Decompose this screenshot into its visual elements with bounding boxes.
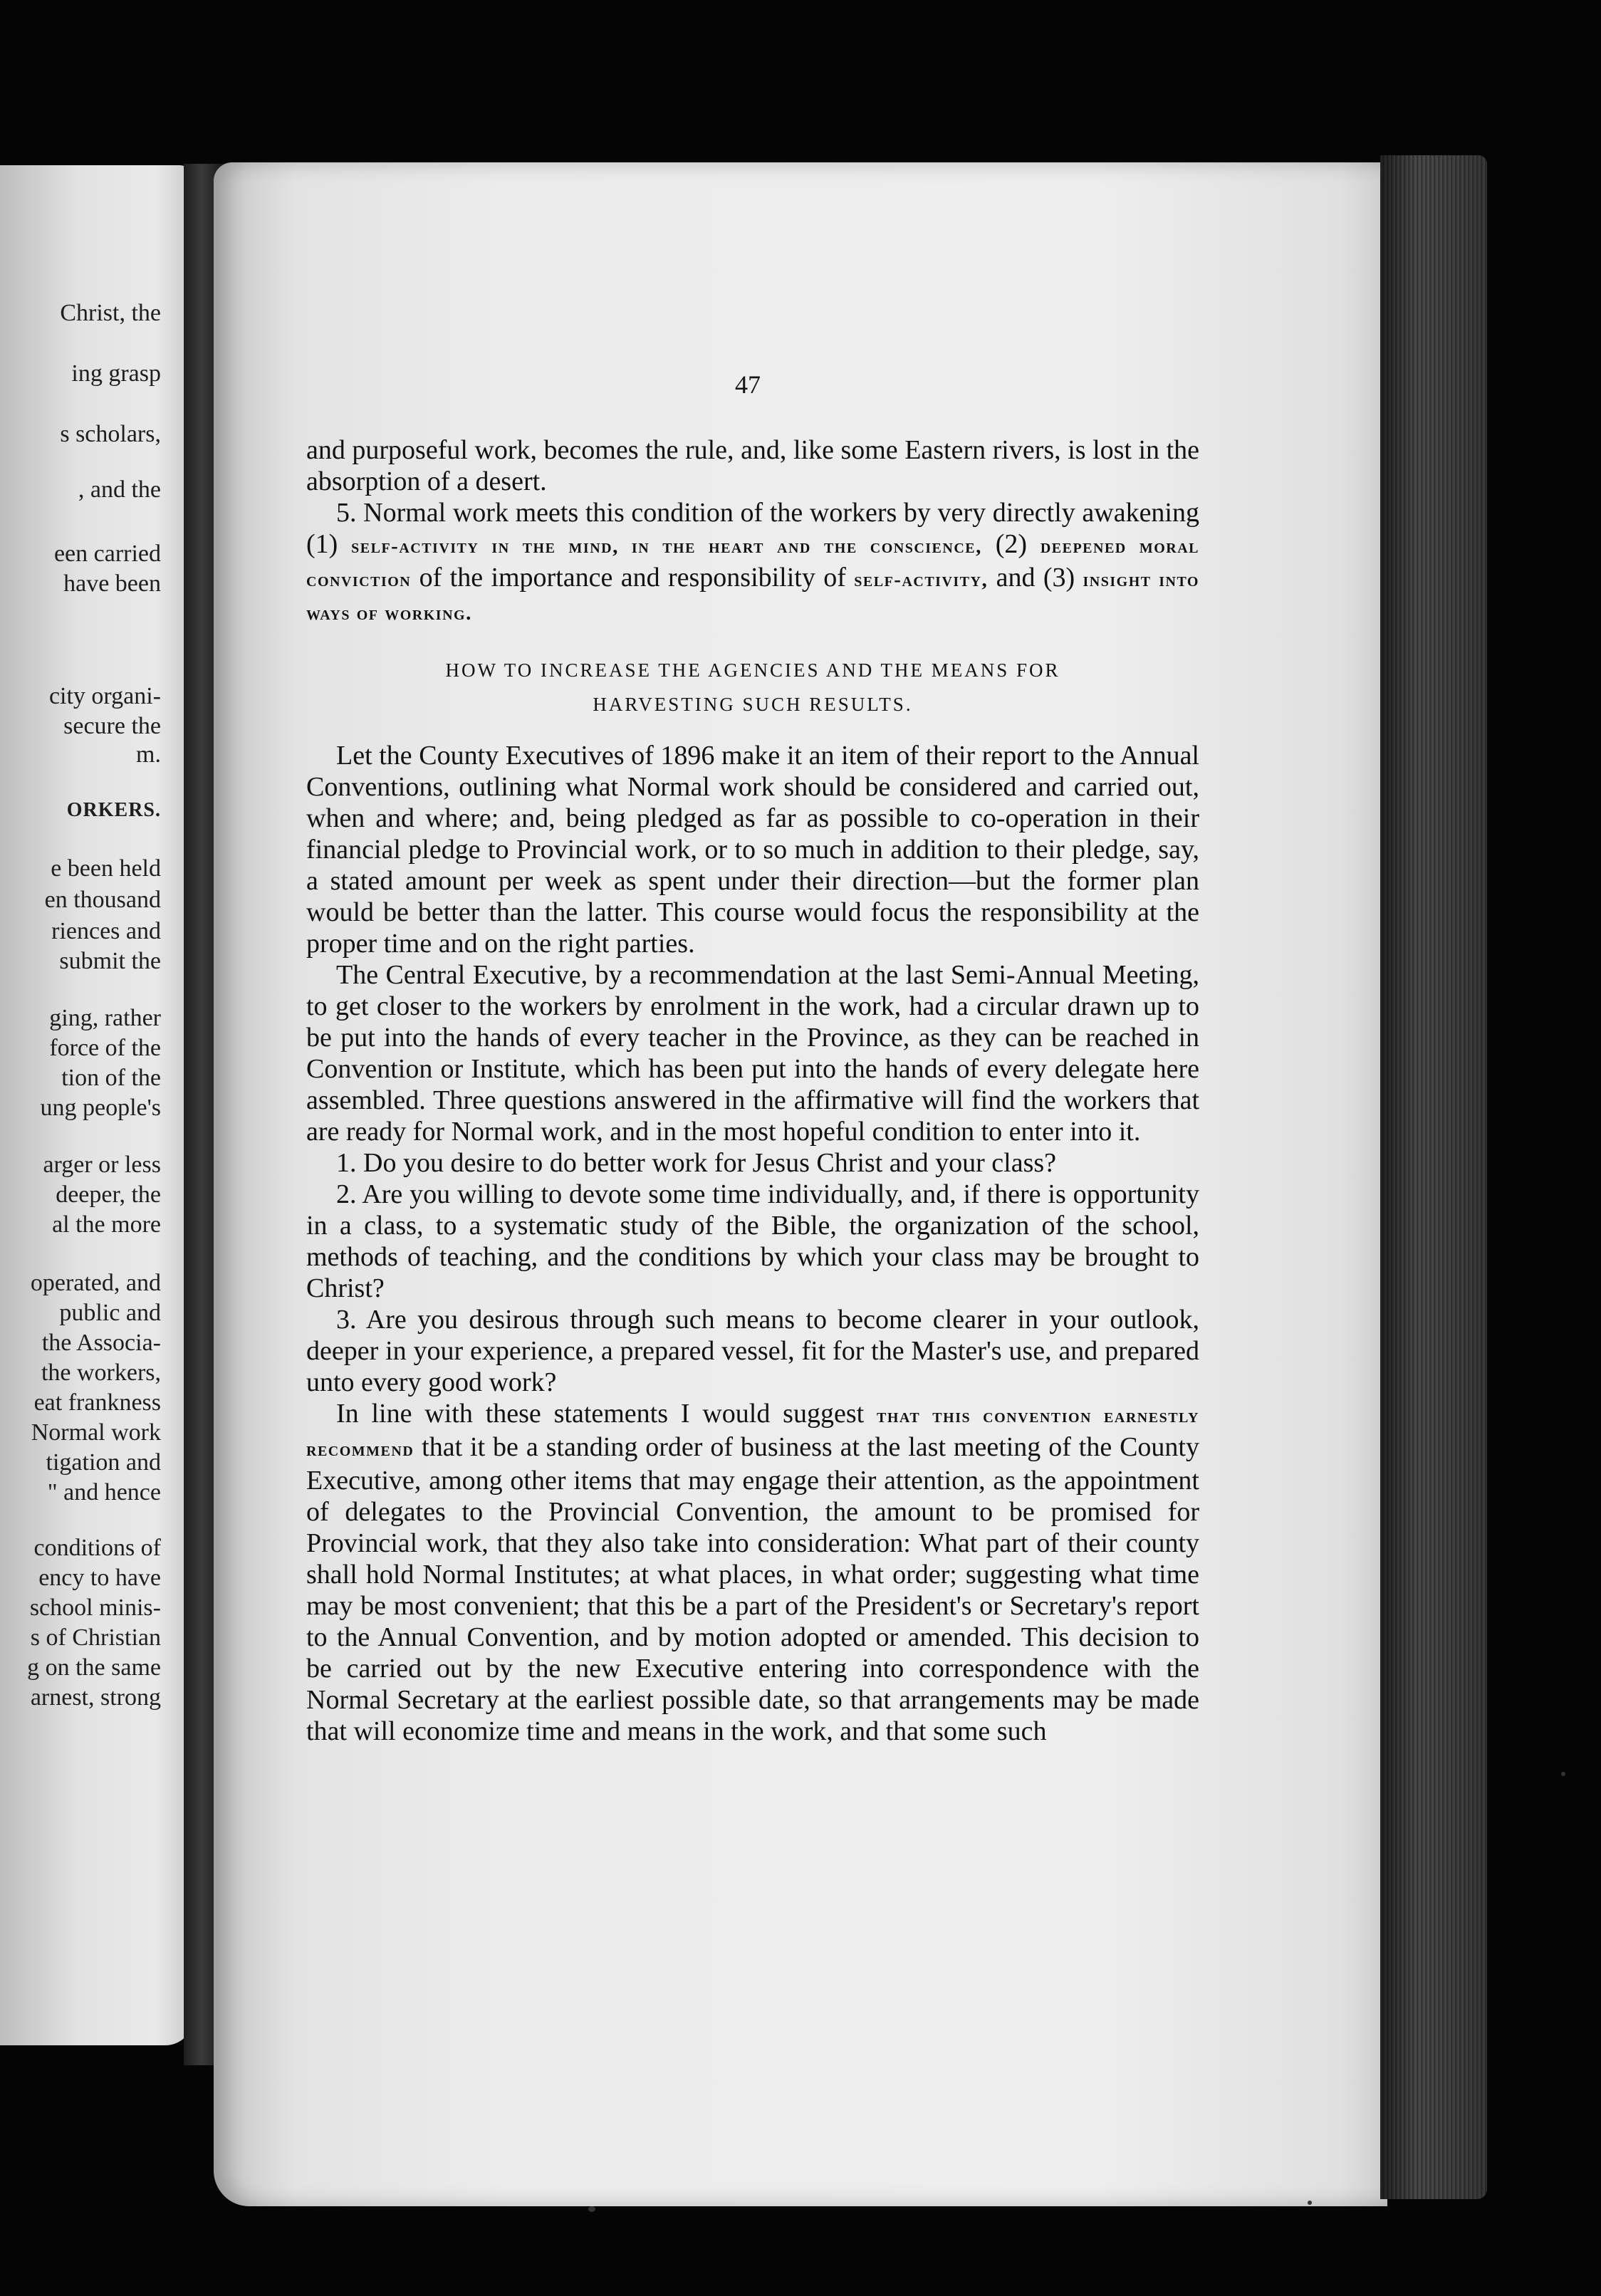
facing-page-line: s scholars,	[60, 421, 161, 447]
facing-page-line: een carried	[53, 541, 161, 567]
paragraph-county-executives: Let the County Executives of 1896 make it an item of their report to the Annual Conventions, outlining what Normal work should be considered and carried out, when and where; and, being pledged as far as possible to co-operation in their financial pledge to Provincial work, or to so much in addition to their pledge, say, a stated amount per week as spent under their direction—but the former plan would be better than the latter. This course would focus the responsibility at the proper time and on the right parties.	[306, 741, 1199, 959]
paragraph-central-executive: The Central Executive, by a recommendation at the last Semi-Annual Meeting, to get closer to the workers by enrolment in the work, had a circular drawn up to be put into the hands of every teacher in the Province, as they can be reached in Convention or Institute, which has been put into the hands of every delegate here assembled. Three questions answered in the affirmative will find the workers that are ready for Normal work, and in the most hopeful condition to enter into it.	[306, 960, 1199, 1147]
facing-page-line: m.	[136, 741, 161, 768]
facing-page-line: ORKERS.	[66, 799, 161, 821]
section-heading-line-2: HARVESTING SUCH RESULTS.	[593, 694, 913, 715]
facing-page-line: arger or less	[43, 1152, 161, 1178]
facing-page-line: Normal work	[31, 1419, 161, 1446]
para5-text-c: that it be a standing order of business at the last meeting of the County Executive, among other items that may engage their attention, as the appointment of delegates to the Provincial Convention, the amount to be promised for Provincial work, that they also take into consideration: What part of their county shall hold Normal Institutes; at what places, in what order; suggesting what time may be most convenient; that this be a part of the President's or Secretary's report to the Annual Convention, and by motion adopted or amended. This decision to be carried out by the new Executive entering into correspondence with the Normal Secretary at the earliest possible date, so that arrangements may be made that will economize time and means in the work, and that some such	[306, 1432, 1199, 1746]
facing-page-line: operated, and	[30, 1270, 161, 1296]
facing-page-line: have been	[63, 570, 161, 597]
facing-page-line: tigation and	[46, 1449, 161, 1476]
para2-text-e: of the importance and responsibility of	[411, 563, 855, 593]
facing-page-line: g on the same	[27, 1654, 161, 1681]
facing-page-line: eat frankness	[33, 1389, 161, 1416]
question-3: 3. Are you desirous through such means to become clearer in your outlook, deeper in your experience, a prepared vessel, fit for the Master's use, and prepared unto every good work?	[306, 1305, 1199, 1397]
para2-smallcaps-b: self-activity in the mind, in the heart and the conscience,	[351, 535, 982, 558]
facing-page-line: " and hence	[47, 1479, 161, 1506]
facing-page-line: riences and	[51, 918, 161, 944]
facing-page-line: conditions of	[33, 1535, 161, 1561]
facing-page-line: ency to have	[38, 1565, 161, 1591]
facing-page-line: ging, rather	[49, 1005, 161, 1031]
question-2: 2. Are you willing to devote some time individually, and, if there is opportunity in a class, to a systematic study of the Bible, the organization of the school, methods of teaching, and the conditions by which your class may be brought to Christ?	[306, 1179, 1199, 1303]
facing-page-line: ing grasp	[71, 360, 161, 387]
facing-page-line: arnest, strong	[30, 1684, 161, 1711]
text-column	[306, 434, 1199, 1747]
paragraph-suggestion	[306, 1398, 1199, 1747]
scan-speck	[1561, 1772, 1565, 1776]
para5-text-a: In line with these statements I would suggest	[336, 1399, 877, 1429]
para2-smallcaps-h: insight into ways of working.	[306, 568, 1199, 625]
section-heading	[306, 653, 1199, 721]
page-number: 47	[735, 370, 761, 399]
facing-page-line: e been held	[51, 855, 161, 882]
para2-text-c: (2)	[981, 529, 1041, 559]
facing-page-line: submit the	[59, 948, 161, 974]
question-1: 1. Do you desire to do better work for Jesus Christ and your class?	[336, 1148, 1057, 1178]
facing-page-line: al the more	[52, 1211, 161, 1238]
para5-smallcaps-b: that this convention earnestly recommend	[306, 1404, 1199, 1461]
facing-page-line: ung people's	[40, 1095, 161, 1121]
page-edges-shadow	[1380, 155, 1487, 2199]
para2-smallcaps-d: deepened moral conviction	[306, 535, 1199, 591]
scan-speck	[1308, 2201, 1312, 2205]
paragraph-normal-work	[306, 497, 1199, 629]
facing-page-line: the Associa-	[41, 1330, 161, 1356]
facing-page-line: public and	[59, 1300, 161, 1326]
facing-page-line: force of the	[49, 1035, 161, 1061]
facing-page-line: the workers,	[41, 1360, 161, 1386]
facing-page-line: school minis-	[29, 1595, 161, 1621]
para2-text-g: and (3)	[988, 563, 1083, 593]
facing-page-line: Christ, the	[60, 300, 161, 326]
facing-page-line: deeper, the	[56, 1181, 161, 1208]
facing-page	[0, 165, 194, 2045]
facing-page-line: secure the	[63, 713, 161, 739]
para2-smallcaps-f: self-activity,	[854, 568, 989, 591]
section-heading-line-1: HOW TO INCREASE THE AGENCIES AND THE MEANS FOR	[445, 659, 1060, 681]
facing-page-line: s of Christian	[30, 1624, 161, 1651]
para2-text-a: 5. Normal work meets this condition of the workers by very directly awakening (1)	[306, 498, 1199, 559]
facing-page-line: , and the	[78, 476, 161, 503]
facing-page-line: en thousand	[44, 887, 161, 913]
facing-page-line: tion of the	[61, 1065, 161, 1091]
scan-speck	[588, 2206, 595, 2212]
facing-page-line: city organi-	[48, 683, 161, 709]
paragraph-continuation: and purposeful work, becomes the rule, and, like some Eastern rivers, is lost in the absorption of a desert.	[306, 435, 1199, 496]
